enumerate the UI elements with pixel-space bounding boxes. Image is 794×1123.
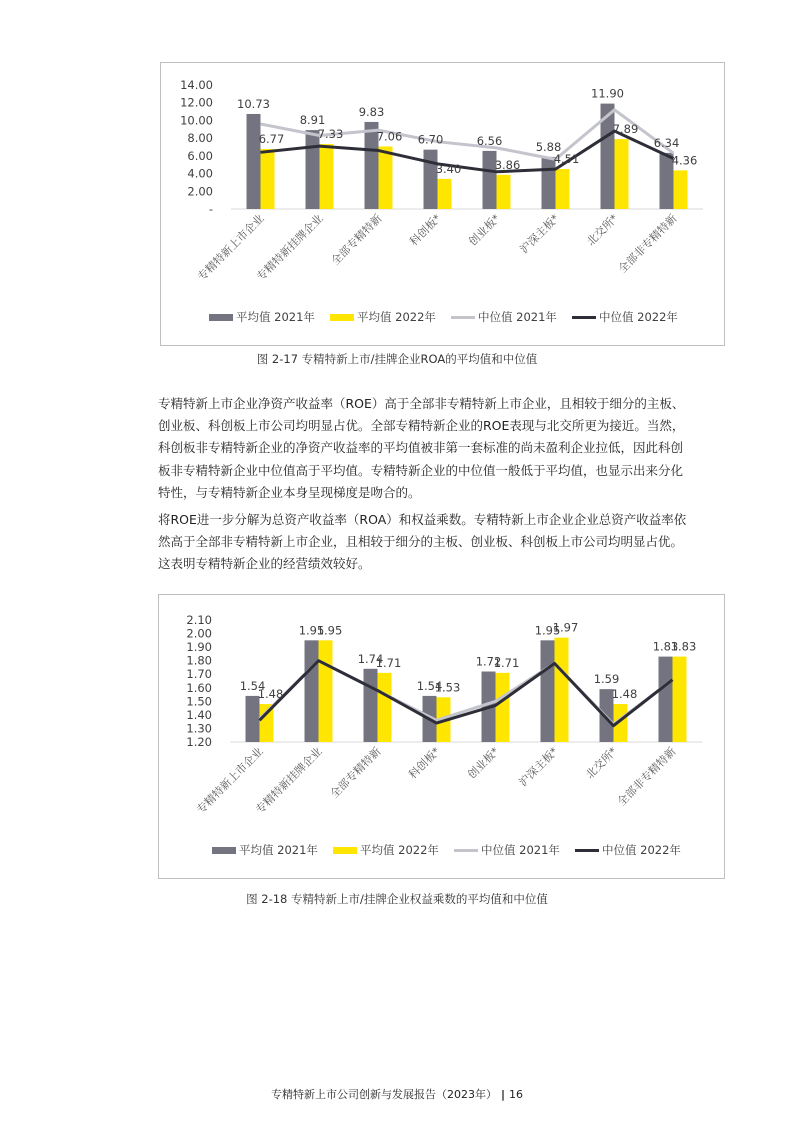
- paragraph-line: 然高于全部非专精特新上市企业，且相较于细分的主板、创业板、科创板上市公司均明显占优。: [158, 534, 684, 550]
- y-tick-label: 1.40: [186, 707, 212, 722]
- bar-2021: [364, 669, 378, 742]
- legend-swatch-avg-2021: [209, 314, 233, 321]
- bar-2022: [378, 673, 392, 742]
- y-tick-label: 8.00: [187, 131, 213, 146]
- data-label: 11.90: [591, 86, 624, 101]
- legend-swatch-avg-2022: [330, 314, 354, 321]
- equity-multiplier-chart-svg: [159, 595, 724, 878]
- bar-2022: [497, 175, 511, 209]
- x-category-label: 全部非专精特新: [615, 211, 680, 276]
- x-category-label: 专精特新挂牌企业: [254, 211, 326, 284]
- bar-2021: [247, 114, 261, 209]
- data-label: 10.73: [237, 96, 270, 111]
- data-label: 7.89: [612, 122, 639, 137]
- y-tick-label: 1.20: [186, 735, 212, 749]
- footer-title: 专精特新上市公司创新与发展报告（2023年）: [270, 1088, 497, 1101]
- data-label: 1.72: [475, 654, 502, 669]
- y-tick-label: 2.00: [187, 184, 213, 199]
- page-number: 16: [509, 1088, 524, 1101]
- data-label: 7.33: [317, 127, 344, 142]
- legend-label: 平均值 2021年: [236, 310, 315, 324]
- paragraph-line: 这表明专精特新企业的经营绩效较好。: [158, 556, 371, 572]
- data-label: 1.83: [670, 639, 697, 654]
- data-label: 9.83: [358, 104, 385, 119]
- y-tick-label: -: [208, 202, 213, 216]
- data-label: 1.54: [416, 678, 443, 693]
- y-tick-label: 1.80: [186, 653, 212, 668]
- bar-2022: [615, 139, 629, 209]
- data-label: 1.74: [357, 651, 384, 666]
- page-footer: [0, 1086, 794, 1102]
- data-label: 6.70: [417, 132, 444, 147]
- data-label: 1.54: [239, 678, 266, 693]
- paragraph-line: 创业板、科创板上市公司均明显占优。全部专精特新企业的ROE表现与北交所更为接近。当然，: [158, 418, 685, 434]
- data-label: 1.59: [593, 672, 620, 687]
- x-category-label: 全部专精特新: [327, 744, 384, 801]
- bar-2021: [659, 657, 673, 742]
- data-label: 1.95: [298, 623, 325, 638]
- data-label: 4.51: [553, 152, 580, 167]
- y-tick-label: 14.00: [180, 78, 213, 92]
- bar-2022: [496, 673, 510, 742]
- data-label: 1.95: [534, 623, 561, 638]
- data-label: 6.77: [258, 132, 285, 147]
- bar-2021: [306, 130, 320, 209]
- y-tick-label: 4.00: [187, 166, 213, 181]
- paragraph-line: 科创板非专精特新企业的净资产收益率的平均值被非第一套标准的尚未盈利企业拉低，因此科创: [158, 440, 684, 456]
- data-label: 4.36: [671, 153, 698, 168]
- x-category-label: 创业板*: [465, 744, 502, 782]
- figure-caption-2-17: 图 2-17 专精特新上市/挂牌企业ROA的平均值和中位值: [256, 352, 538, 366]
- legend-label: 中位值 2022年: [602, 843, 681, 857]
- x-category-label: 沪深主板*: [516, 744, 561, 790]
- data-label: 1.71: [375, 655, 402, 670]
- equity-multiplier-chart: [158, 594, 725, 879]
- data-label: 1.48: [257, 687, 284, 702]
- data-label: 8.91: [299, 113, 326, 128]
- x-category-label: 沪深主板*: [517, 211, 562, 257]
- y-tick-label: 2.10: [186, 613, 212, 627]
- bar-2021: [305, 640, 319, 742]
- paragraph-roe: [158, 393, 718, 504]
- data-label: 1.71: [493, 655, 520, 670]
- legend-label: 平均值 2022年: [357, 310, 436, 324]
- bar-2022: [673, 657, 687, 742]
- bar-2021: [424, 150, 438, 209]
- data-label: 7.06: [376, 129, 403, 144]
- x-category-label: 全部非专精特新: [614, 744, 679, 809]
- bar-2022: [556, 169, 570, 209]
- paragraph-line: 将ROE进一步分解为总资产收益率（ROA）和权益乘数。专精特新上市企业企业总资产收益率依: [158, 512, 687, 527]
- paragraph-line: 板非专精特新企业中位值高于平均值。专精特新企业的中位值一般低于平均值，也显示出来分化: [158, 462, 684, 478]
- y-tick-label: 1.30: [186, 721, 212, 736]
- data-label: 6.34: [653, 135, 680, 150]
- data-label: 1.95: [316, 623, 343, 638]
- x-category-label: 专精特新上市企业: [195, 211, 267, 284]
- x-category-label: 科创板*: [406, 744, 443, 782]
- legend-swatch-avg-2022: [333, 847, 357, 854]
- y-tick-label: 1.90: [186, 640, 212, 655]
- legend-label: 平均值 2021年: [239, 843, 318, 857]
- x-category-label: 北交所*: [584, 211, 621, 249]
- paragraph-roa: [158, 509, 718, 576]
- roa-chart: [160, 62, 725, 346]
- bar-2022: [555, 638, 569, 742]
- bar-2022: [320, 144, 334, 209]
- x-category-label: 专精特新挂牌企业: [253, 744, 325, 817]
- bar-2021: [246, 696, 260, 742]
- bar-2022: [261, 149, 275, 209]
- y-tick-label: 1.70: [186, 667, 212, 682]
- legend-swatch-avg-2021: [212, 847, 236, 854]
- bar-2022: [674, 170, 688, 209]
- x-category-label: 专精特新上市企业: [194, 744, 266, 817]
- y-tick-label: 12.00: [180, 95, 213, 110]
- x-category-label: 北交所*: [583, 744, 620, 782]
- data-label: 1.83: [652, 639, 679, 654]
- bar-2022: [319, 640, 333, 742]
- paragraph-line: 专精特新上市企业净资产收益率（ROE）高于全部非专精特新上市企业，且相较于细分的主板、: [158, 396, 685, 411]
- bar-2022: [438, 179, 452, 209]
- y-tick-label: 2.00: [186, 626, 212, 641]
- footer-separator: |: [500, 1088, 506, 1101]
- roa-chart-svg: [161, 63, 724, 345]
- legend-label: 中位值 2022年: [599, 310, 678, 324]
- y-tick-label: 1.60: [186, 680, 212, 695]
- legend-label: 中位值 2021年: [481, 843, 560, 857]
- data-label: 6.56: [476, 133, 503, 148]
- x-category-label: 科创板*: [407, 211, 444, 249]
- figure-caption-2-18: 图 2-18 专精特新上市/挂牌企业权益乘数的平均值和中位值: [246, 892, 548, 906]
- y-tick-label: 1.50: [186, 694, 212, 709]
- legend-label: 平均值 2022年: [360, 843, 439, 857]
- data-label: 1.97: [552, 620, 579, 635]
- bar-2021: [541, 640, 555, 742]
- data-label: 3.40: [435, 161, 462, 176]
- bar-2022: [379, 146, 393, 209]
- x-category-label: 创业板*: [466, 211, 503, 249]
- data-label: 5.88: [535, 139, 562, 154]
- y-tick-label: 10.00: [180, 113, 213, 128]
- legend-label: 中位值 2021年: [478, 310, 557, 324]
- paragraph-line: 特性，与专精特新企业本身呈现梯度是吻合的。: [158, 484, 421, 500]
- y-tick-label: 6.00: [187, 148, 213, 163]
- data-label: 1.48: [611, 687, 638, 702]
- data-label: 1.53: [434, 680, 461, 695]
- x-category-label: 全部专精特新: [328, 211, 385, 268]
- data-label: 3.86: [494, 157, 521, 172]
